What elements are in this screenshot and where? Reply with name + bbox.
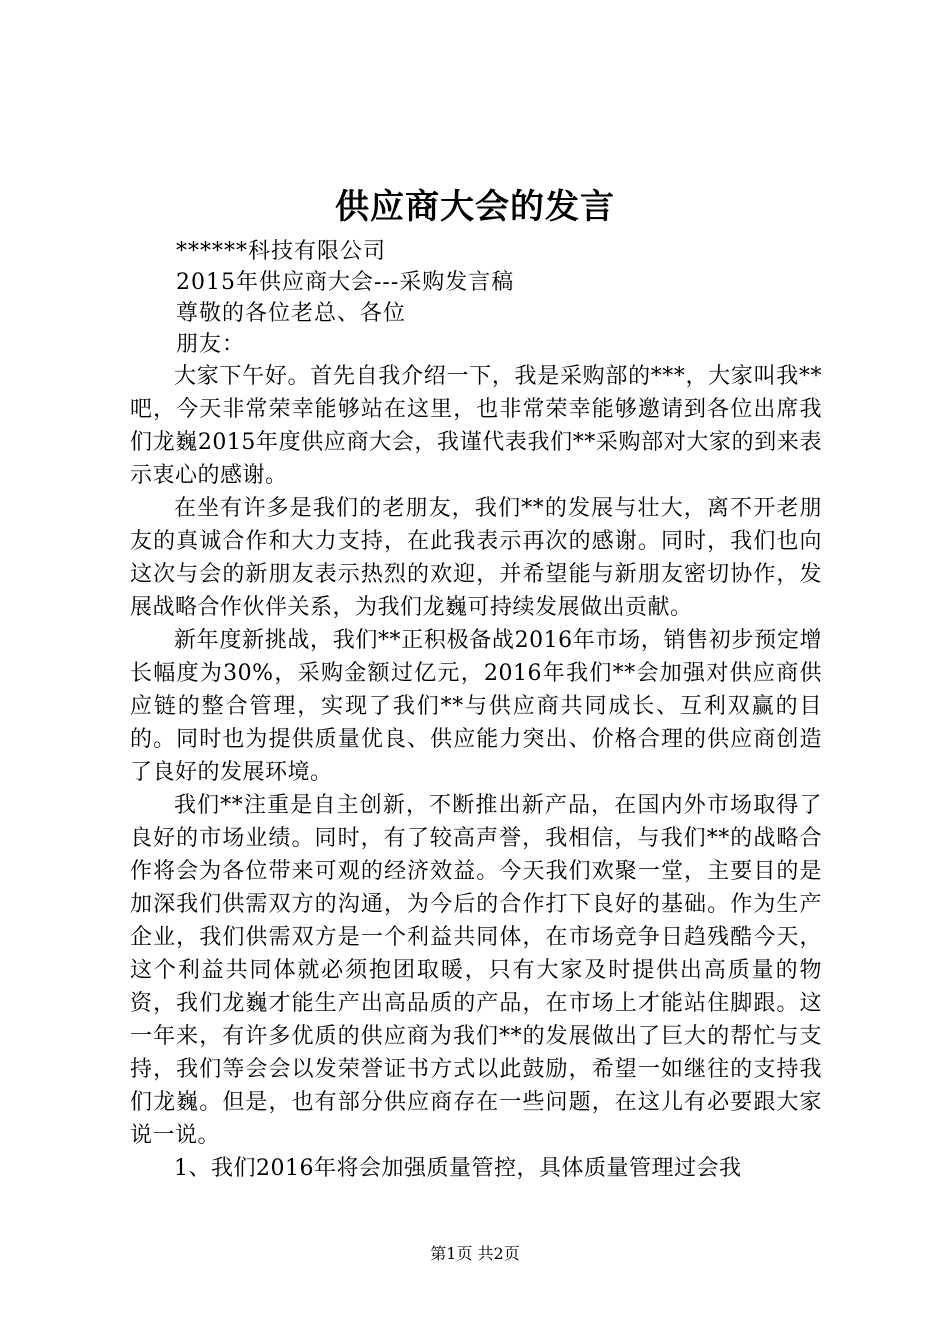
document-title: 供应商大会的发言 bbox=[335, 187, 615, 227]
paragraph: 大家下午好。首先自我介绍一下，我是采购部的***，大家叫我**吧，今天非常荣幸能够站在这里，也非常荣幸能够邀请到各位出席我们龙巍2015年度供应商大会，我谨代表我们**采购部对大家的到来表示衷心的感谢。 bbox=[130, 364, 822, 488]
paragraph: 1、我们2016年将会加强质量管控，具体质量管理过会我 bbox=[174, 1156, 742, 1181]
paragraph: 在坐有许多是我们的老朋友，我们**的发展与壮大，离不开老朋友的真诚合作和大力支持，在此我表示再次的感谢。同时，我们也向这次与会的新朋友表示热烈的欢迎，并希望能与新朋友密切协作，发展战略合作伙伴关系，为我们龙巍可持续发展做出贡献。 bbox=[130, 496, 822, 620]
paragraph: 新年度新挑战，我们**正积极备战2016年市场，销售初步预定增长幅度为30%，采购金额过亿元，2016年我们**会加强对供应商供应链的整合管理，实现了我们**与供应商共同成长、互利双赢的目的。同时也为提供质量优良、供应能力突出、价格合理的供应商创造了良好的发展环境。 bbox=[130, 628, 822, 785]
paragraph: 我们**注重是自主创新，不断推出新产品，在国内外市场取得了良好的市场业绩。同时，有了较高声誉，我相信，与我们**的战略合作将会为各位带来可观的经济效益。今天我们欢聚一堂，主要目的是加深我们供需双方的沟通，为今后的合作打下良好的基础。作为生产企业，我们供需双方是一个利益共同体，在市场竞争日趋残酷今天，这个利益共同体就必须抱团取暖，只有大家及时提供出高质量的物资，我们龙巍才能生产出高品质的产品，在市场上才能站住脚跟。这一年来，有许多优质的供应商为我们**的发展做出了巨大的帮忙与支持，我们等会会以发荣誉证书方式以此鼓励，希望一如继往的支持我们龙巍。但是，也有部分供应商存在一些问题，在这儿有必要跟大家说一说。 bbox=[130, 793, 822, 1148]
salutation-line-2: 朋友： bbox=[176, 332, 246, 357]
speech-subtitle: 2015年供应商大会---采购发言稿 bbox=[176, 270, 515, 295]
page-footer: 第1页 共2页 bbox=[430, 1244, 520, 1263]
document-body bbox=[130, 360, 822, 1185]
salutation-line-1: 尊敬的各位老总、各位 bbox=[176, 301, 407, 326]
company-name: ******科技有限公司 bbox=[176, 239, 387, 264]
document-header bbox=[176, 236, 514, 360]
